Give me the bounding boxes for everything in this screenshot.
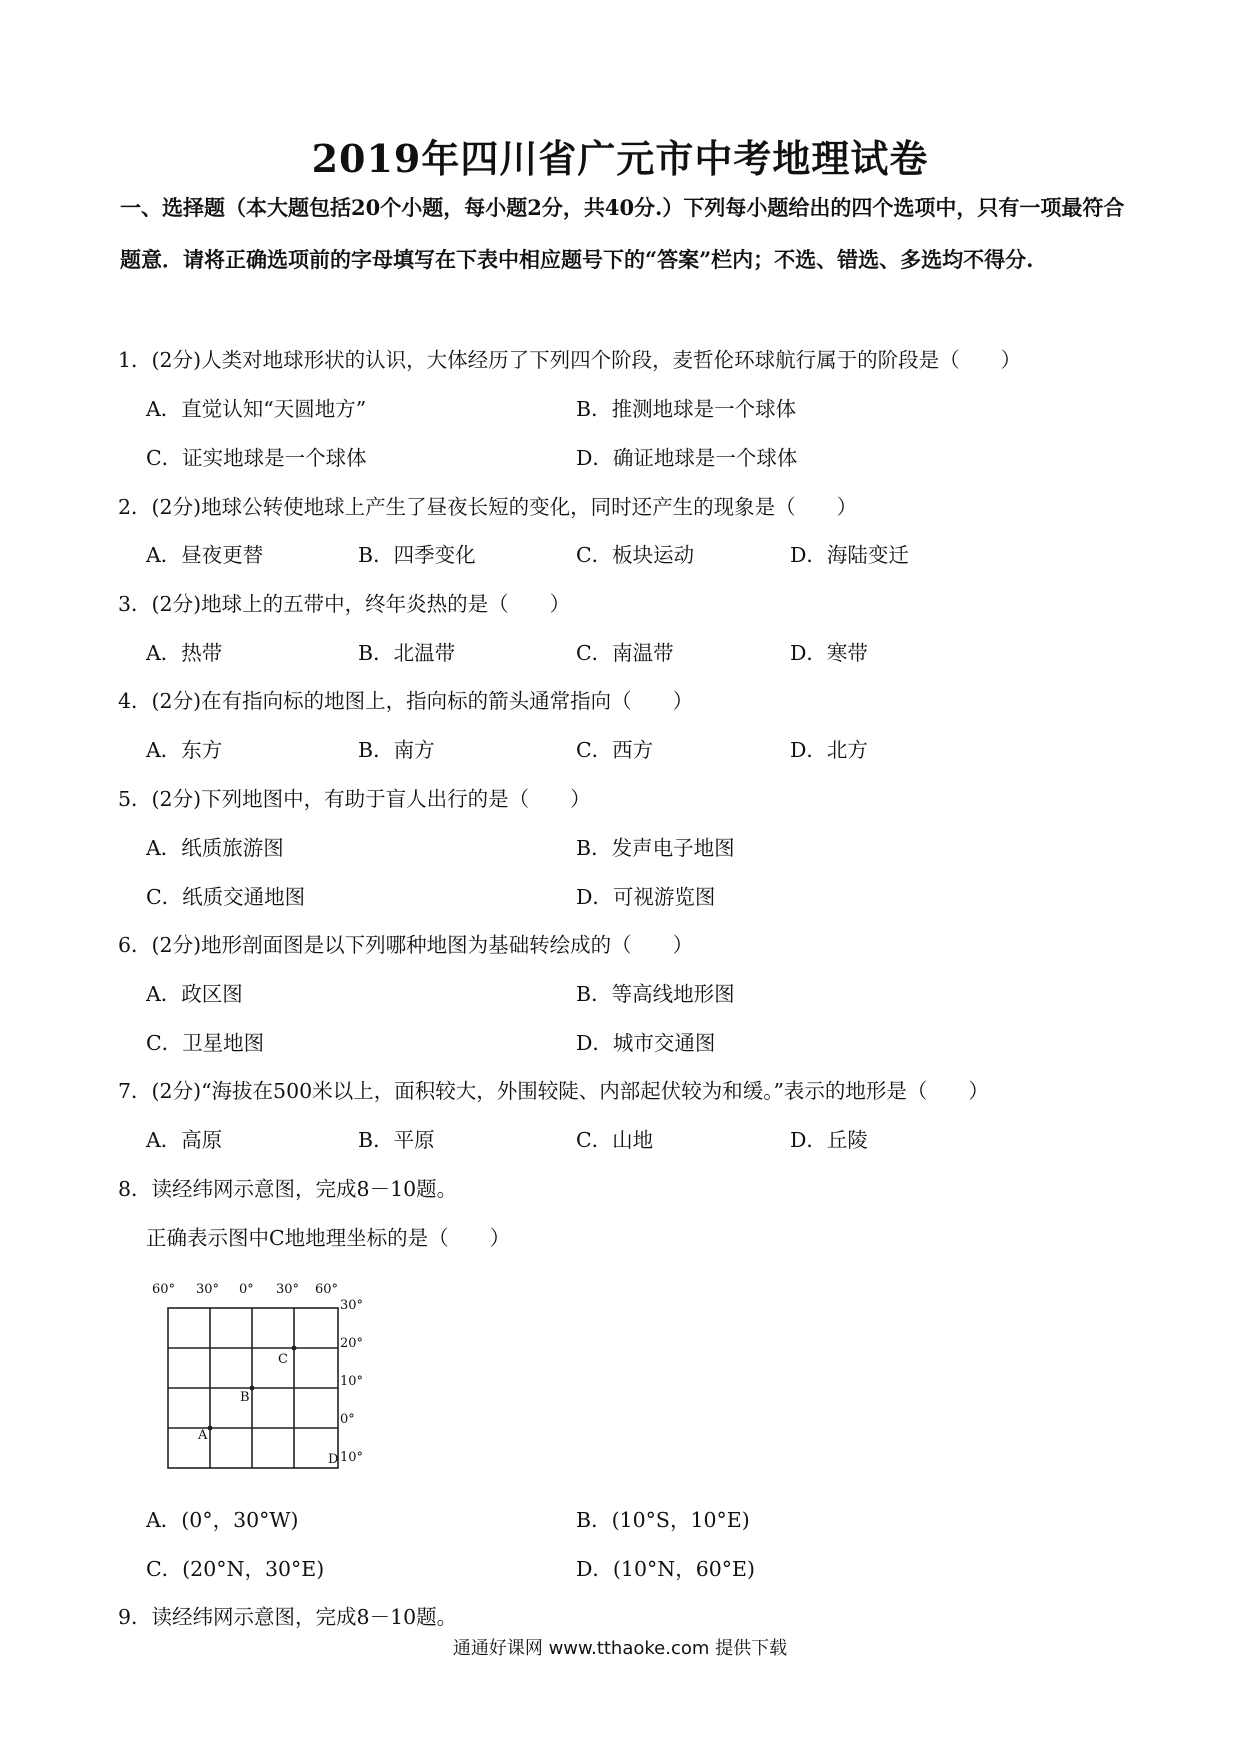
- question-3-option-c[interactable]: C．南温带: [576, 641, 674, 665]
- graticule-grid: [150, 1278, 390, 1478]
- question-5-option-a[interactable]: A．纸质旅游图: [146, 836, 284, 860]
- graticule-figure: [150, 1278, 390, 1478]
- question-6-stem: 6．(2分)地形剖面图是以下列哪种地图为基础转绘成的（ ）: [118, 933, 694, 957]
- right-label: 0°: [340, 1412, 355, 1427]
- question-5-option-d[interactable]: D．可视游览图: [576, 885, 716, 909]
- question-2-option-d[interactable]: D．海陆变迁: [790, 543, 909, 567]
- point-c-label: C: [278, 1352, 288, 1367]
- question-4-option-d[interactable]: D．北方: [790, 738, 868, 762]
- footer-download-note: 通通好课网 www.tthaoke.com 提供下载: [452, 1638, 788, 1659]
- question-5-stem: 5．(2分)下列地图中，有助于盲人出行的是（ ）: [118, 787, 591, 811]
- question-9-stem: 9．读经纬网示意图，完成8－10题。: [118, 1605, 458, 1629]
- question-8-option-d[interactable]: D．(10°N，60°E): [576, 1557, 756, 1581]
- right-label: 10°: [340, 1450, 364, 1465]
- question-8-option-b[interactable]: B．(10°S，10°E): [576, 1508, 750, 1532]
- top-label: 30°: [276, 1282, 300, 1297]
- question-4-stem: 4．(2分)在有指向标的地图上，指向标的箭头通常指向（ ）: [118, 689, 694, 713]
- question-2-option-c[interactable]: C．板块运动: [576, 543, 695, 567]
- question-2-stem: 2．(2分)地球公转使地球上产生了昼夜长短的变化，同时还产生的现象是（ ）: [118, 495, 858, 519]
- top-label: 0°: [239, 1282, 254, 1297]
- question-2-option-b[interactable]: B．四季变化: [358, 543, 476, 567]
- top-label: 60°: [315, 1282, 339, 1297]
- question-3-option-d[interactable]: D．寒带: [790, 641, 868, 665]
- top-label: 30°: [196, 1282, 220, 1297]
- section-instructions: 一、选择题（本大题包括20个小题，每小题2分，共40分.）下列每小题给出的四个选项中，只有一项最符合题意．请将正确选项前的字母填写在下表中相应题号下的“答案”栏内；不选、错选、多选均不得分.: [120, 195, 1125, 272]
- right-label: 30°: [340, 1298, 364, 1313]
- point-b-label: B: [240, 1390, 250, 1405]
- top-label: 60°: [152, 1282, 176, 1297]
- point-a-label: A: [198, 1428, 208, 1443]
- question-5-option-c[interactable]: C．纸质交通地图: [146, 885, 306, 909]
- question-3-stem: 3．(2分)地球上的五带中，终年炎热的是（ ）: [118, 592, 571, 616]
- right-label: 10°: [340, 1374, 364, 1389]
- question-4-option-b[interactable]: B．南方: [358, 738, 435, 762]
- point-d-label: D: [328, 1452, 339, 1467]
- question-3-option-a[interactable]: A．热带: [146, 641, 223, 665]
- question-8-option-c[interactable]: C．(20°N，30°E): [146, 1557, 325, 1581]
- question-7-stem: 7．(2分)“海拔在500米以上，面积较大，外围较陡、内部起伏较为和缓。”表示的地形是（ ）: [118, 1079, 989, 1103]
- question-2-option-a[interactable]: A．昼夜更替: [146, 543, 264, 567]
- question-6-option-b[interactable]: B．等高线地形图: [576, 982, 735, 1006]
- question-1-option-d[interactable]: D．确证地球是一个球体: [576, 446, 798, 470]
- question-6-option-c[interactable]: C．卫星地图: [146, 1031, 265, 1055]
- question-4-option-a[interactable]: A．东方: [146, 738, 223, 762]
- question-1-stem: 1．(2分)人类对地球形状的认识，大体经历了下列四个阶段，麦哲伦环球航行属于的阶段是（ ）: [118, 348, 1022, 372]
- question-3-option-b[interactable]: B．北温带: [358, 641, 456, 665]
- question-5-option-b[interactable]: B．发声电子地图: [576, 836, 735, 860]
- question-7-option-a[interactable]: A．高原: [146, 1128, 223, 1152]
- question-8-stem: 8．读经纬网示意图，完成8－10题。: [118, 1177, 458, 1201]
- question-1-option-c[interactable]: C．证实地球是一个球体: [146, 446, 367, 470]
- question-4-option-c[interactable]: C．西方: [576, 738, 654, 762]
- question-7-option-d[interactable]: D．丘陵: [790, 1128, 868, 1152]
- question-6-option-a[interactable]: A．政区图: [146, 982, 243, 1006]
- question-1-option-a[interactable]: A．直觉认知“天圆地方”: [146, 397, 367, 421]
- question-1-option-b[interactable]: B．推测地球是一个球体: [576, 397, 797, 421]
- question-8-option-a[interactable]: A．(0°，30°W): [146, 1508, 299, 1532]
- question-7-option-c[interactable]: C．山地: [576, 1128, 654, 1152]
- question-7-option-b[interactable]: B．平原: [358, 1128, 435, 1152]
- right-label: 20°: [340, 1336, 364, 1351]
- question-8-subquestion: 正确表示图中C地地理坐标的是（ ）: [146, 1226, 511, 1250]
- question-6-option-d[interactable]: D．城市交通图: [576, 1031, 716, 1055]
- page-title: 2019年四川省广元市中考地理试卷: [311, 136, 929, 181]
